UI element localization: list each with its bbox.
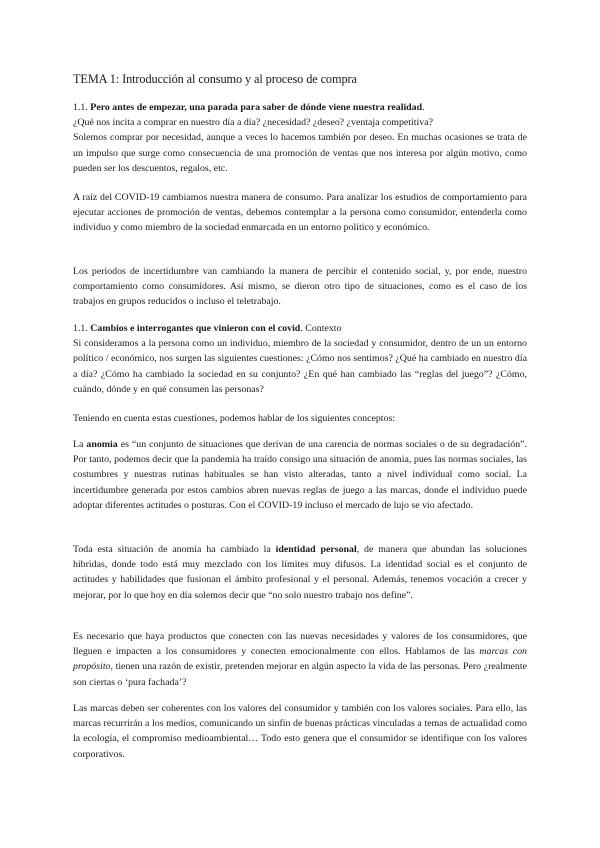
paragraph-identidad [73, 542, 527, 603]
paragraph-anomia [73, 437, 527, 513]
text: , tienen una razón de existir, pretenden mejorar en algún aspecto la vida de las personas. Pero ¿realmente son ciertas o ‘pura fachada’? [73, 661, 527, 688]
paragraph-marcas: Las marcas deben ser coherentes con los valores del consumidor y también con los valores sociales. Para ello, las marcas recurrirán a los medios, comunicando un sinfín de buenas prácticas vinculadas a temas de actualidad como la ecología, el compromiso medioambiental… Todo esto genera que el consumidor se identifique con los valores corporativos. [73, 703, 527, 760]
paragraph: Si consideramos a la persona como un individuo, miembro de la sociedad y consumidor, dentro de un un entorno político / económico, nos surgen las siguientes cuestiones: ¿Cómo nos sentimos? ¿Qué ha cambiado en nuestro día a día? ¿Cómo ha cambiado la sociedad en su conjunto? ¿En qué han cambiado las “reglas del juego”? ¿Cómo, cuándo, dónde y en qué consumen las personas? [73, 338, 527, 395]
heading-number: 1.1. [73, 102, 91, 113]
text: La [73, 439, 87, 450]
paragraph-covid: A raíz del COVID-19 cambiamos nuestra manera de consumo. Para analizar los estudios de comportamiento para ejecutar acciones de promoción de ventas, debemos contemplar a la persona como consumidor, entenderla como individuo y como miembro de la sociedad enmarcada en un entorno político y económico. [73, 192, 527, 234]
text: Toda esta situación de anomia ha cambiado la [73, 544, 276, 555]
paragraph-conceptos: Teniendo en cuenta estas cuestiones, podemos hablar de los siguientes conceptos: [73, 413, 396, 424]
paragraph-incertidumbre: Los periodos de incertidumbre van cambiando la manera de percibir el contenido social, y, por ende, nuestro comportamiento como consumidores. Así mismo, se dieron otro tipo de situaciones, como es el caso de los trabajos en grupos reducidos o incluso el teletrabajo. [73, 266, 527, 308]
heading-end: . Contexto [300, 323, 342, 334]
section-2 [73, 321, 527, 397]
heading-end: . [422, 102, 425, 113]
page-title: TEMA 1: Introducción al consumo y al proceso de compra [73, 72, 357, 86]
text: , de manera que abundan las soluciones hibridas, donde todo está muy mezclado con los límites muy difusos. La identidad social es el conjunto de actitudes y habilidades que fusionan el ámbito profesional y el personal. Además, tenemos vocación a crecer y mejorar, por lo que hoy en día solemos decir que “no solo nuestro trabajo nos define”. [73, 544, 528, 601]
paragraph-productos [73, 629, 527, 690]
term-marcas-con-proposito: marcas con propósito [73, 646, 527, 673]
text: es “un conjunto de situaciones que derivan de una carencia de normas sociales o de su degradación”. Por tanto, podemos decir que la pandemia ha traído consigo una situación de anomia, pues las normas sociales, las costumbres y nuestras rutinas habituales se han visto alteradas, tanto a nivel individual como social. La incertidumbre generada por estos cambios abren nuevas reglas de juego a las marcas, donde el individuo puede adoptar diferentes actitudes o posturas. Con el COVID-19 incluso el mercado de lujo se vio afectado. [73, 439, 527, 511]
question-line: ¿Qué nos incita a comprar en nuestro día a día? ¿necesidad? ¿deseo? ¿ventaja competitiva? [73, 117, 433, 129]
heading-number: 1.1. [73, 323, 91, 334]
section-2-heading [73, 321, 527, 336]
paragraph: Solemos comprar por necesidad, aunque a veces lo hacemos también por deseo. En muchas ocasiones se trata de un impulso que surge como consecuencia de una promoción de ventas que nos interesa por algún motivo, como pueden ser los descuentos, regalos, etc. [73, 132, 527, 174]
term-anomia: anomia [86, 439, 118, 450]
section-1 [73, 100, 527, 176]
section-1-heading [73, 100, 527, 115]
term-identidad-personal: identidad personal [275, 544, 357, 555]
heading-bold: Pero antes de empezar, una parada para saber de dónde viene nuestra realidad [90, 102, 423, 113]
heading-bold: Cambios e interrogantes que vinieron con el covid [90, 323, 301, 334]
text: Es necesario que haya productos que conecten con las nuevas necesidades y valores de los consumidores, que lleguen e impacten a los consumidores y conecten emocionalmente con ellos. Hablamos de las [73, 631, 527, 658]
